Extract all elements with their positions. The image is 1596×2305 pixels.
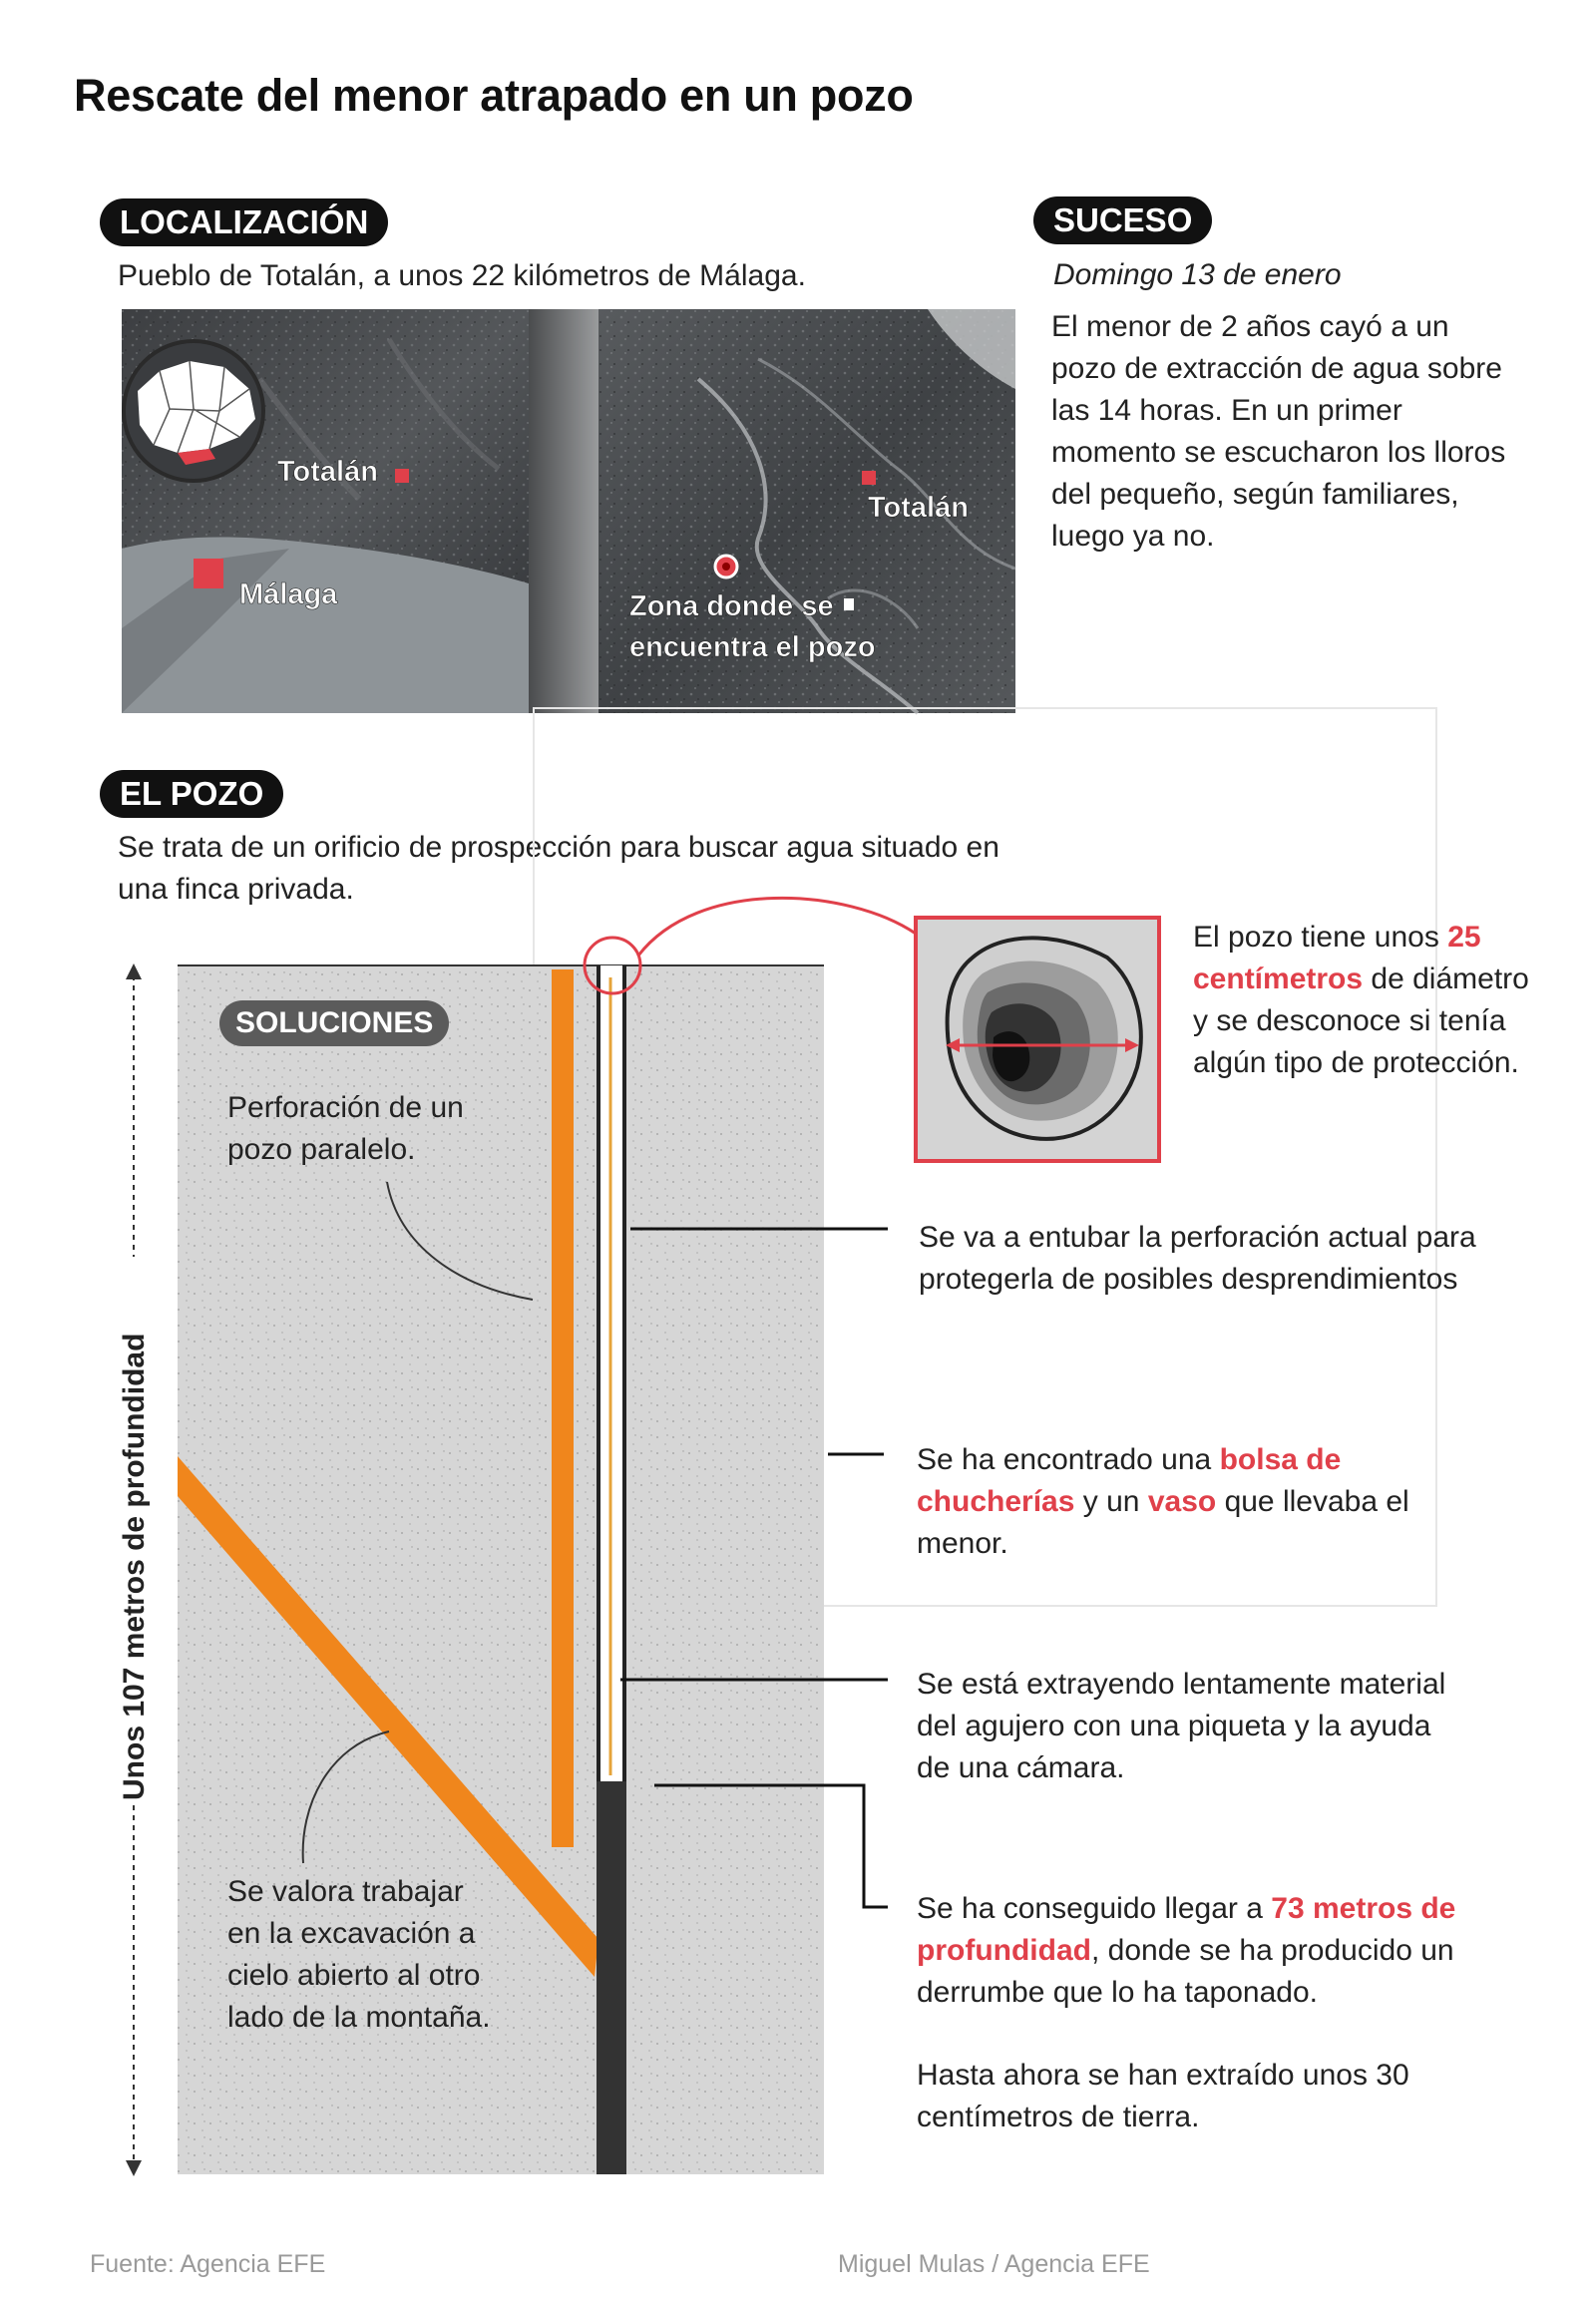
footer-source: Fuente: Agencia EFE <box>90 2250 326 2278</box>
label-totalan-map2: Totalán <box>868 492 969 524</box>
section-label-soluciones: SOLUCIONES <box>219 1000 449 1046</box>
annotation-extrayendo <box>917 1664 1445 1789</box>
suceso-line: las 14 horas. En un primer <box>1051 394 1402 427</box>
30cm-line: Hasta ahora se han extraído unos 30 <box>917 2059 1409 2092</box>
pozo-line: una finca privada. <box>118 873 354 906</box>
diameter-text: El pozo tiene unos <box>1193 921 1439 954</box>
suceso-line: pozo de extracción de agua sobre <box>1051 352 1502 385</box>
bolsa-text: menor. <box>917 1527 1008 1560</box>
paralelo-line: pozo paralelo. <box>227 1133 416 1166</box>
andalusia-inset-map <box>124 341 263 481</box>
annotation-entubar <box>919 1217 1476 1301</box>
soluciones-paralelo <box>227 1087 464 1171</box>
page-title: Rescate del menor atrapado en un pozo <box>74 70 914 121</box>
bolsa-text: Se ha encontrado una <box>917 1443 1212 1476</box>
small-white-marker <box>844 598 854 610</box>
diameter-value: 25 <box>1447 921 1481 954</box>
suceso-line: luego ya no. <box>1051 520 1215 553</box>
excavacion-line: lado de la montaña. <box>227 2001 491 2034</box>
extrayendo-line: Se está extrayendo lentamente material <box>917 1668 1446 1701</box>
malaga-marker <box>194 559 223 588</box>
diameter-annotation <box>1193 917 1529 1084</box>
totalan-marker-zoom <box>862 471 876 485</box>
entubar-line: Se va a entubar la perforación actual para <box>919 1221 1476 1254</box>
well-cross-section <box>916 918 1159 1161</box>
section-label-localizacion: LOCALIZACIÓN <box>100 198 388 246</box>
depth-label: Unos 107 metros de profundidad <box>118 1333 151 1800</box>
73m-text: Se ha conseguido llegar a <box>917 1892 1263 1925</box>
73m-text: derrumbe que lo ha taponado. <box>917 1976 1318 2009</box>
excavacion-line: cielo abierto al otro <box>227 1959 481 1992</box>
73m-text: , donde se ha producido un <box>1090 1934 1454 1967</box>
main-well-shaft <box>597 965 626 2174</box>
parallel-well <box>552 969 574 1847</box>
diameter-unit: centímetros <box>1193 962 1364 995</box>
plugged-section <box>597 1781 626 2174</box>
bolsa-text: y un <box>1082 1485 1140 1518</box>
annotation-30cm <box>917 2055 1409 2138</box>
label-malaga: Málaga <box>239 578 338 610</box>
excavacion-line: en la excavación a <box>227 1917 476 1950</box>
excavacion-line: Se valora trabajar <box>227 1875 464 1908</box>
zoom-connector-line <box>638 898 916 956</box>
section-label-el-pozo: EL POZO <box>100 770 283 818</box>
diameter-text: algún tipo de protección. <box>1193 1046 1519 1079</box>
diameter-text: de diámetro <box>1371 962 1529 995</box>
label-zona-line1: Zona donde se <box>629 590 834 622</box>
30cm-line: centímetros de tierra. <box>917 2101 1200 2133</box>
pozo-line: Se trata de un orificio de prospección para buscar agua situado en <box>118 831 999 864</box>
annotation-bolsa <box>917 1439 1409 1565</box>
extrayendo-line: de una cámara. <box>917 1751 1125 1784</box>
suceso-line: del pequeño, según familiares, <box>1051 478 1459 511</box>
vaso-highlight: vaso <box>1147 1485 1217 1518</box>
label-totalan-map1: Totalán <box>277 456 378 488</box>
profundidad-highlight: profundidad <box>917 1934 1091 1967</box>
zoom-connector <box>529 309 598 713</box>
extrayendo-line: del agujero con una piqueta y la ayuda <box>917 1710 1431 1742</box>
entubar-line: protegerla de posibles desprendimientos <box>919 1263 1458 1296</box>
annotation-73m <box>917 1888 1455 2014</box>
73m-highlight: 73 metros de <box>1271 1892 1456 1925</box>
chucherias-highlight: chucherías <box>917 1485 1075 1518</box>
bolsa-highlight: bolsa de <box>1219 1443 1342 1476</box>
label-zona-line2: encuentra el pozo <box>629 631 876 663</box>
suceso-date: Domingo 13 de enero <box>1053 258 1342 291</box>
suceso-line: momento se escucharon los lloros <box>1051 436 1506 469</box>
suceso-text <box>1051 306 1505 558</box>
footer-credit: Miguel Mulas / Agencia EFE <box>838 2250 1150 2278</box>
section-label-suceso: SUCESO <box>1033 196 1212 244</box>
paralelo-line: Perforación de un <box>227 1091 464 1124</box>
diameter-text: y se desconoce si tenía <box>1193 1004 1506 1037</box>
suceso-line: El menor de 2 años cayó a un <box>1051 310 1449 343</box>
soluciones-excavacion <box>227 1871 491 2039</box>
totalan-marker <box>395 469 409 483</box>
localizacion-text: Pueblo de Totalán, a unos 22 kilómetros de Málaga. <box>118 259 806 292</box>
location-maps <box>60 299 1017 718</box>
bolsa-text: que llevaba el <box>1224 1485 1409 1518</box>
